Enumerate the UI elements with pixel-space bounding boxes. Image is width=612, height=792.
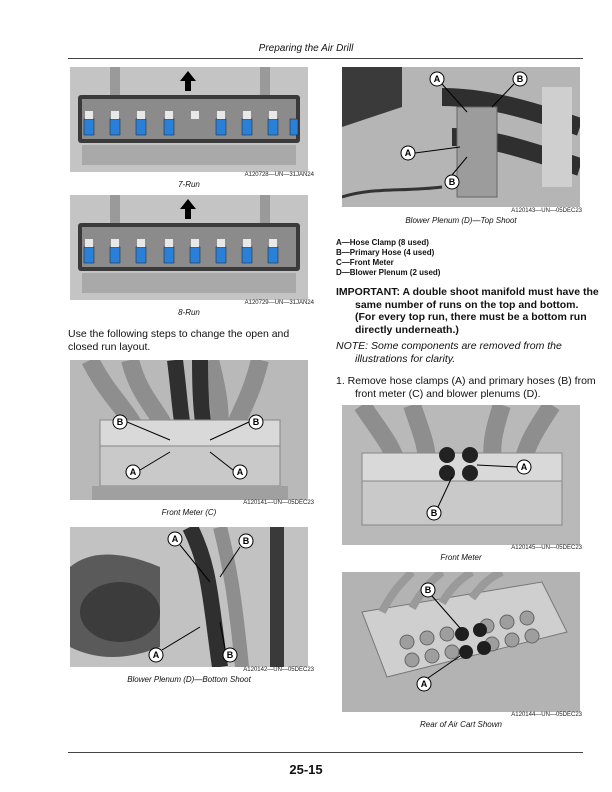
callout-a-label: A [171, 534, 179, 544]
figure-8-run-caption: 8-Run [178, 308, 200, 317]
page-number: 25-15 [289, 762, 323, 777]
figure-plenum-top-caption: Blower Plenum (D)—Top Shoot [405, 216, 517, 225]
callout-b-label: B [242, 536, 250, 546]
figure-rear-cart-caption: Rear of Air Cart Shown [420, 720, 502, 729]
callout-a-label: A [236, 467, 244, 477]
figure-rear-cart [342, 572, 580, 712]
figure-8-run [70, 195, 308, 300]
callout-b-label: B [516, 74, 524, 84]
figure-plenum-top-id: A120143—UN—05DEC23 [511, 208, 582, 214]
legend-item-a: A—Hose Clamp (8 used) [336, 238, 429, 247]
callout-a-label: A [129, 467, 137, 477]
header-rule [68, 58, 583, 59]
figure-plenum-top [342, 67, 580, 207]
figure-front-meter-id: A120145—UN—05DEC23 [511, 545, 582, 551]
step-1: 1. Remove hose clamps (A) and primary hoses (B) from front meter (C) and blower plenums (D). [336, 375, 596, 400]
figure-plenum-bottom-id: A120142—UN—05DEC23 [243, 667, 314, 673]
callout-a-label: A [520, 462, 528, 472]
figure-front-meter [342, 405, 580, 545]
callout-b-label: B [430, 508, 438, 518]
figure-plenum-bottom-caption: Blower Plenum (D)—Bottom Shoot [127, 675, 251, 684]
figure-front-meter-c [70, 360, 308, 500]
figure-7-run-id: A120728—UN—31JAN24 [244, 172, 314, 178]
callout-a-label: A [433, 74, 441, 84]
callout-b-label: B [424, 585, 432, 595]
footer-rule [68, 752, 583, 753]
callout-b-label: B [448, 177, 456, 187]
callout-a-label: A [420, 679, 428, 689]
note-text: NOTE: Some components are removed from the illustrations for clarity. [336, 340, 562, 365]
figure-8-run-id: A120729—UN—31JAN24 [244, 300, 314, 306]
callout-b-label: B [116, 417, 124, 427]
callout-b-label: B [252, 417, 260, 427]
legend-item-c: C—Front Meter [336, 258, 394, 267]
callout-legend [336, 238, 582, 278]
callout-a-label: A [404, 148, 412, 158]
figure-7-run [70, 67, 308, 172]
page-header-title: Preparing the Air Drill [258, 43, 354, 54]
callout-b-label: B [226, 650, 234, 660]
important-notice: IMPORTANT: A double shoot manifold must have the same number of runs on the top and bottom. (For every top run, there must be a bottom run directly underneath.) [336, 286, 599, 336]
figure-plenum-bottom [70, 527, 308, 667]
figure-rear-cart-id: A120144—UN—05DEC23 [511, 712, 582, 718]
callout-a-label: A [152, 650, 160, 660]
figure-7-run-caption: 7-Run [178, 180, 200, 189]
figure-front-meter-c-caption: Front Meter (C) [161, 508, 217, 517]
figure-front-meter-caption: Front Meter [440, 553, 482, 562]
legend-item-d: D—Blower Plenum (2 used) [336, 268, 441, 277]
legend-item-b: B—Primary Hose (4 used) [336, 248, 435, 257]
figure-front-meter-c-id: A120141—UN—05DEC23 [243, 500, 314, 506]
intro-paragraph: Use the following steps to change the open and closed run layout. [68, 328, 290, 353]
